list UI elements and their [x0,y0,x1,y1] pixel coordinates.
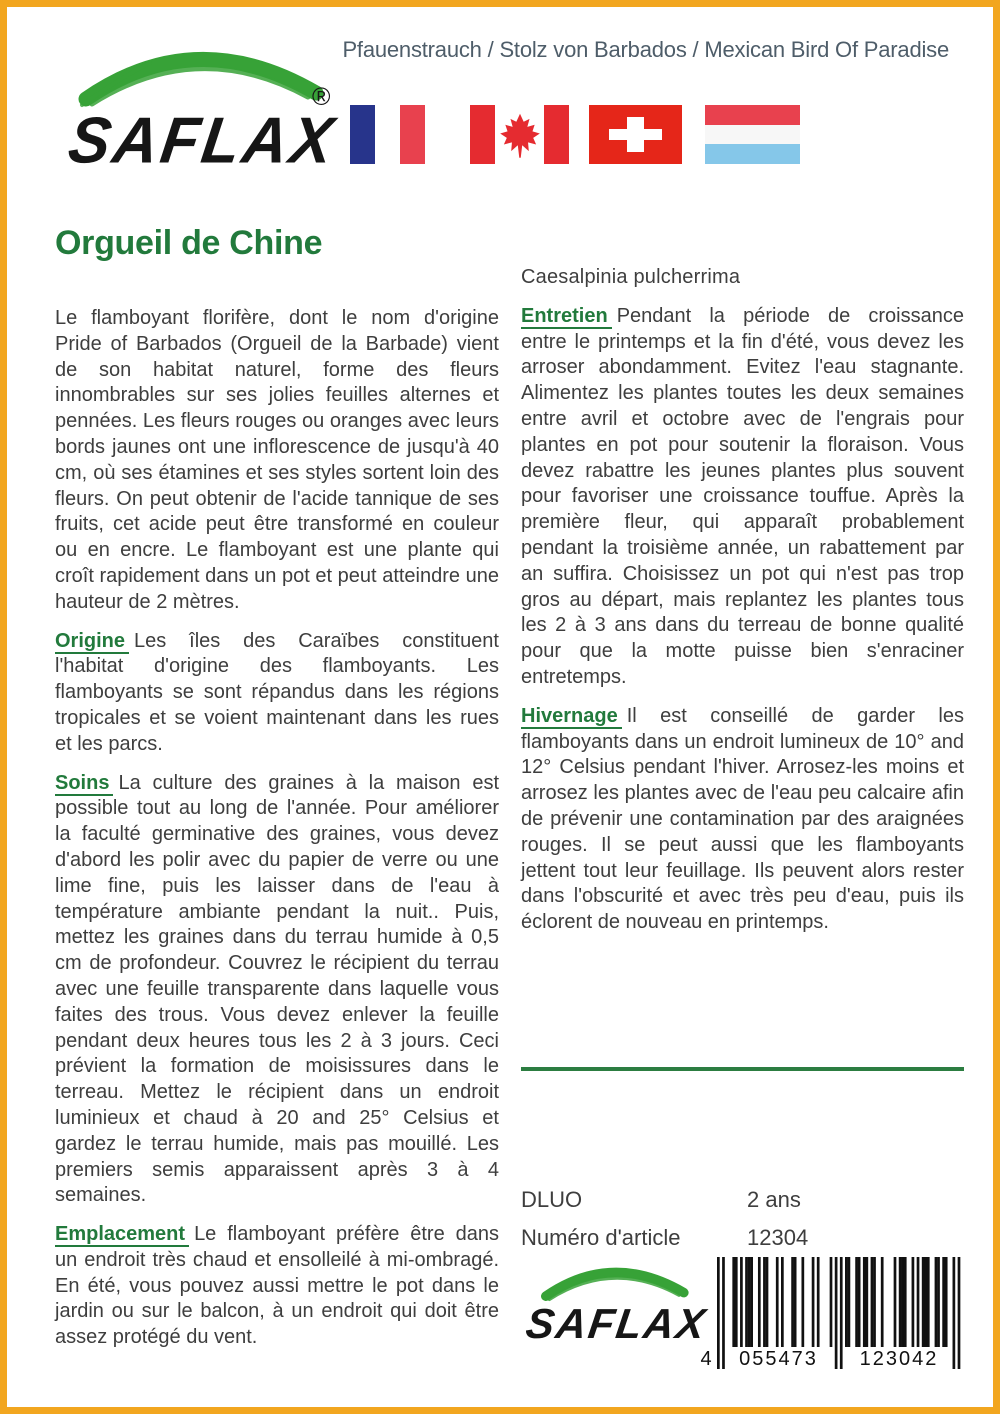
ean13-barcode [700,1257,962,1372]
left-text-column [55,306,499,1364]
soins-text: La culture des graines à la maison est possible tout au long de l'année. Pour améliorer la faculté germinative des graines, vous devez d'abord les polir avec du papier de verre ou une lime fine, puis les laisser dans de l'eau à température ambiante pendant la nuit.. Puis, mettez les graines dans du terrau humide à 0,5 cm de profondeur. Couvrez le récipient du terrau avec une feuille transparente dans laquelle vous faites des trous. Vous devez enlever la feuille pendant deux heures tous les 2 à 3 jours. Ceci prévient la formation de moisissures dans le terreau. Mettez le récipient dans un endroit luminieux et chaud à 20 and 25° Celsius et gardez le terrau humide, mais pas mouillé. Les premiers semis apparaissent après 3 à 4 semaines. [55,771,499,1207]
entretien-paragraph [521,304,964,691]
registered-trademark-icon: ® [312,83,331,111]
green-divider-line [521,1067,964,1071]
canada-flag-center [495,105,545,164]
intro-paragraph: Le flamboyant florifère, dont le nom d'origine Pride of Barbados (Orgueil de la Barbade) vient de son habitat naturel, forme des fleurs innombrables sur ses jolies feuilles alternes et pennées. Les fleurs rouges ou oranges avec leurs bords jaunes ont une inflorescence de jusqu'à 40 cm, où ses étamines et ses styles sortent loin des fleurs. On peut obtenir de l'acide tannique de ses fruits, cet acide peut être transformé en couleur ou en encre. Le flamboyant est une plante qui croît rapidement dans un pot et peut atteindre une hauteur de 2 mètres. [55,307,499,613]
barcode-digits-right-group: 123042 [847,1347,951,1371]
saflax-logo [62,31,342,181]
hivernage-heading: Hivernage [521,705,622,729]
brand-arc-icon [541,1256,691,1304]
emplacement-paragraph [55,1222,499,1351]
saflax-footer-logo [519,1250,709,1360]
luxembourg-flag-red-stripe [705,105,800,125]
switzerland-flag [589,105,682,164]
luxembourg-flag-blue-stripe [705,144,800,164]
product-title-french: Orgueil de Chine [55,224,323,262]
swiss-cross-icon [627,117,644,151]
emplacement-text: Le flamboyant préfère être dans un endroit très chaud et ensolleilé à mi-ombragé. En été, vous pouvez aussi mettre le pot dans le jardin ou sur le balcon, à un endroit qui doit être assez protégé du vent. [55,1223,499,1349]
origine-paragraph [55,629,499,758]
botanical-name-title: Caesalpinia pulcherrima [521,266,741,288]
hivernage-paragraph [521,704,964,936]
maple-leaf-icon [498,110,542,160]
saflax-wordmark: SAFLAX [523,1300,710,1347]
origine-text: Les îles des Caraïbes constituent l'habitat d'origine des flamboyants. Les flamboyants se sont répandus dans les régions tropicales et se voient maintenant dans les rues et les parcs. [55,629,499,755]
france-flag-red-stripe [400,105,425,164]
dluo-value: 2 ans [747,1187,801,1212]
dluo-row [521,1188,964,1212]
right-text-column [521,265,964,949]
france-flag [350,105,425,164]
france-flag-white-stripe [375,105,400,164]
origine-heading: Origine [55,630,129,654]
emplacement-heading: Emplacement [55,1223,189,1247]
entretien-text: Pendant la période de croissance entre le printemps et la fin d'été, vous devez les arroser abondamment. Evitez l'eau stagnante. Alimentez les plantes toutes les deux semaines entre avril et octobre avec de l'engrais pour plantes en pot pour soutenir la floraison. Vous devez rabattre les jeunes plantes plus souvent pour favoriser une croissance touffue. Après la première fleur, qui apparaît probablement pendant la troisième année, un rabattement par an suffira. Choisissez un pot qui n'est pas trop gros au départ, mais replantez les plantes tous les 2 à 3 ans dans du terreau de bonne qualité pour que la motte puisse bien s'enraciner entretemps. [521,304,964,688]
plant-names-subtitle: Pfauenstrauch / Stolz von Barbados / Mexican Bird Of Paradise [342,37,949,62]
canada-flag [470,105,569,164]
hivernage-text: Il est conseillé de garder les flamboyants dans un endroit lumineux de 10° and 12° Celsius pendant l'hiver. Arrosez-les moins et arrosez les plantes avec de l'eau peu calcaire afin de prévenir une contamination par des araignées rouges. Il se peut aussi que les flamboyants jettent tout leur feuillage. Ils peuvent alors rester dans l'obscurité et avec très peu d'eau, puis ils éclorent de nouveau en printemps. [521,704,964,934]
france-flag-blue-stripe [350,105,375,164]
luxembourg-flag [705,105,800,164]
luxembourg-flag-white-stripe [705,125,800,145]
barcode-digit-first: 4 [700,1348,712,1370]
article-number-value: 12304 [747,1225,809,1250]
dluo-label: DLUO [521,1187,583,1212]
article-number-row [521,1226,964,1250]
brand-arc-icon [78,35,328,109]
soins-paragraph [55,771,499,1210]
entretien-heading: Entretien [521,305,612,329]
saflax-wordmark: SAFLAX [64,104,341,177]
soins-heading: Soins [55,772,113,796]
article-number-label: Numéro d'article [521,1225,681,1250]
barcode-digits-left-group: 055473 [726,1347,831,1371]
canada-flag-left-band [470,105,495,164]
canada-flag-right-band [544,105,569,164]
